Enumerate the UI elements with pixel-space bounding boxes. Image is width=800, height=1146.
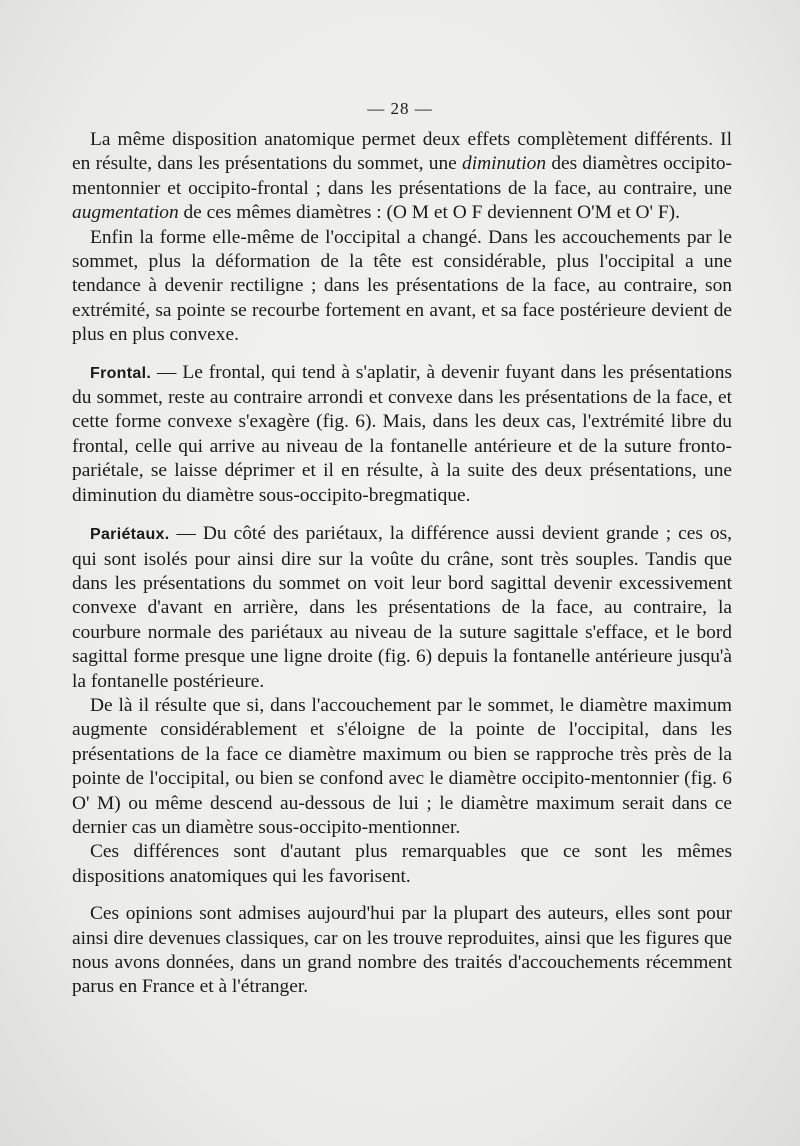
body-text [72, 128, 732, 1000]
section-heading-frontal: Frontal. [90, 364, 152, 382]
paragraph-anatomy [72, 128, 732, 226]
page-number: — 28 — [367, 99, 433, 118]
paragraph-diameter: De là il résulte que si, dans l'accouchement par le sommet, le diamètre maximum augmente considérablement et s'éloigne de la pointe de l'occipital, dans les présentations de la face ce diamètre maximum ou bien se rapproche très près de la pointe de l'occipital, ou bien se confond avec le diamètre occipito-mentonnier (fig. 6 O' M) ou même descend au-dessous de lui ; le diamètre maximum serait dans ce dernier cas un diamètre sous-occipito-mentionner. [72, 694, 732, 838]
paragraph-opinions: Ces opinions sont admises aujourd'hui par la plupart des auteurs, elles sont pour ainsi dire devenues classiques, car on les trouve reproduites, ainsi que les figures que nous avons données, dans un grand nombre des traités d'accouchements récemment parus en France et à l'étranger. [72, 903, 732, 998]
p1-part-c: des diamètres occipito-mentonnier et occipito-frontal ; dans les présentations de la face, au contraire, une [72, 153, 732, 199]
paragraph-parietaux [72, 522, 732, 694]
p1-part-e: de ces mêmes diamètres : (O M et O F deviennent O'M et O' F). [178, 202, 680, 224]
section-heading-parietaux: Pariétaux. [90, 526, 170, 544]
frontal-text: — Le frontal, qui tend à s'aplatir, à devenir fuyant dans les présentations du sommet, reste au contraire arrondi et convexe dans les présentations de la face, et cette forme convexe s'exagère (fig. 6). Mais, dans les deux cas, l'extrémité libre du frontal, celle qui arrive au niveau de la fontanelle antérieure et de la suture fronto-pariétale, se laisse déprimer et il en résulte, à la suite des deux présentations, une diminution du diamètre sous-occipito-bregmatique. [72, 361, 732, 506]
p1-part-a: La même disposition anatomique permet deux effets complètement différents. Il en résulte, dans les présentations du sommet, une [72, 129, 732, 175]
parietaux-text: — Du côté des pariétaux, la différence aussi devient grande ; ces os, qui sont isolés pour ainsi dire sur la voûte du crâne, sont très souples. Tandis que dans les présentations du sommet on voit leur bord sagittal devenir excessivement convexe d'avant en arrière, dans les présentations de la face, au contraire, la courbure normale des pariétaux au niveau de la suture sagittale s'efface, et le bord sagittal forme presque une ligne droite (fig. 6) depuis la fontanelle antérieure jusqu'à la fontanelle postérieure. [72, 523, 732, 692]
p1-emphasis-augmentation: augmentation [72, 202, 179, 224]
p1-emphasis-diminution: diminution [462, 153, 547, 175]
paragraph-frontal [72, 361, 732, 508]
paragraph-occipital: Enfin la forme elle-même de l'occipital a changé. Dans les accouchements par le sommet, plus la déformation de la tête est considérable, plus l'occipital a une tendance à devenir rectiligne ; dans les présentations de la face, au contraire, son extrémité, sa pointe se recourbe fortement en avant, et sa face postérieure devient de plus en plus convexe. [72, 226, 732, 346]
paragraph-differences: Ces différences sont d'autant plus remarquables que ce sont les mêmes dispositions anatomiques qui les favorisent. [72, 841, 732, 887]
